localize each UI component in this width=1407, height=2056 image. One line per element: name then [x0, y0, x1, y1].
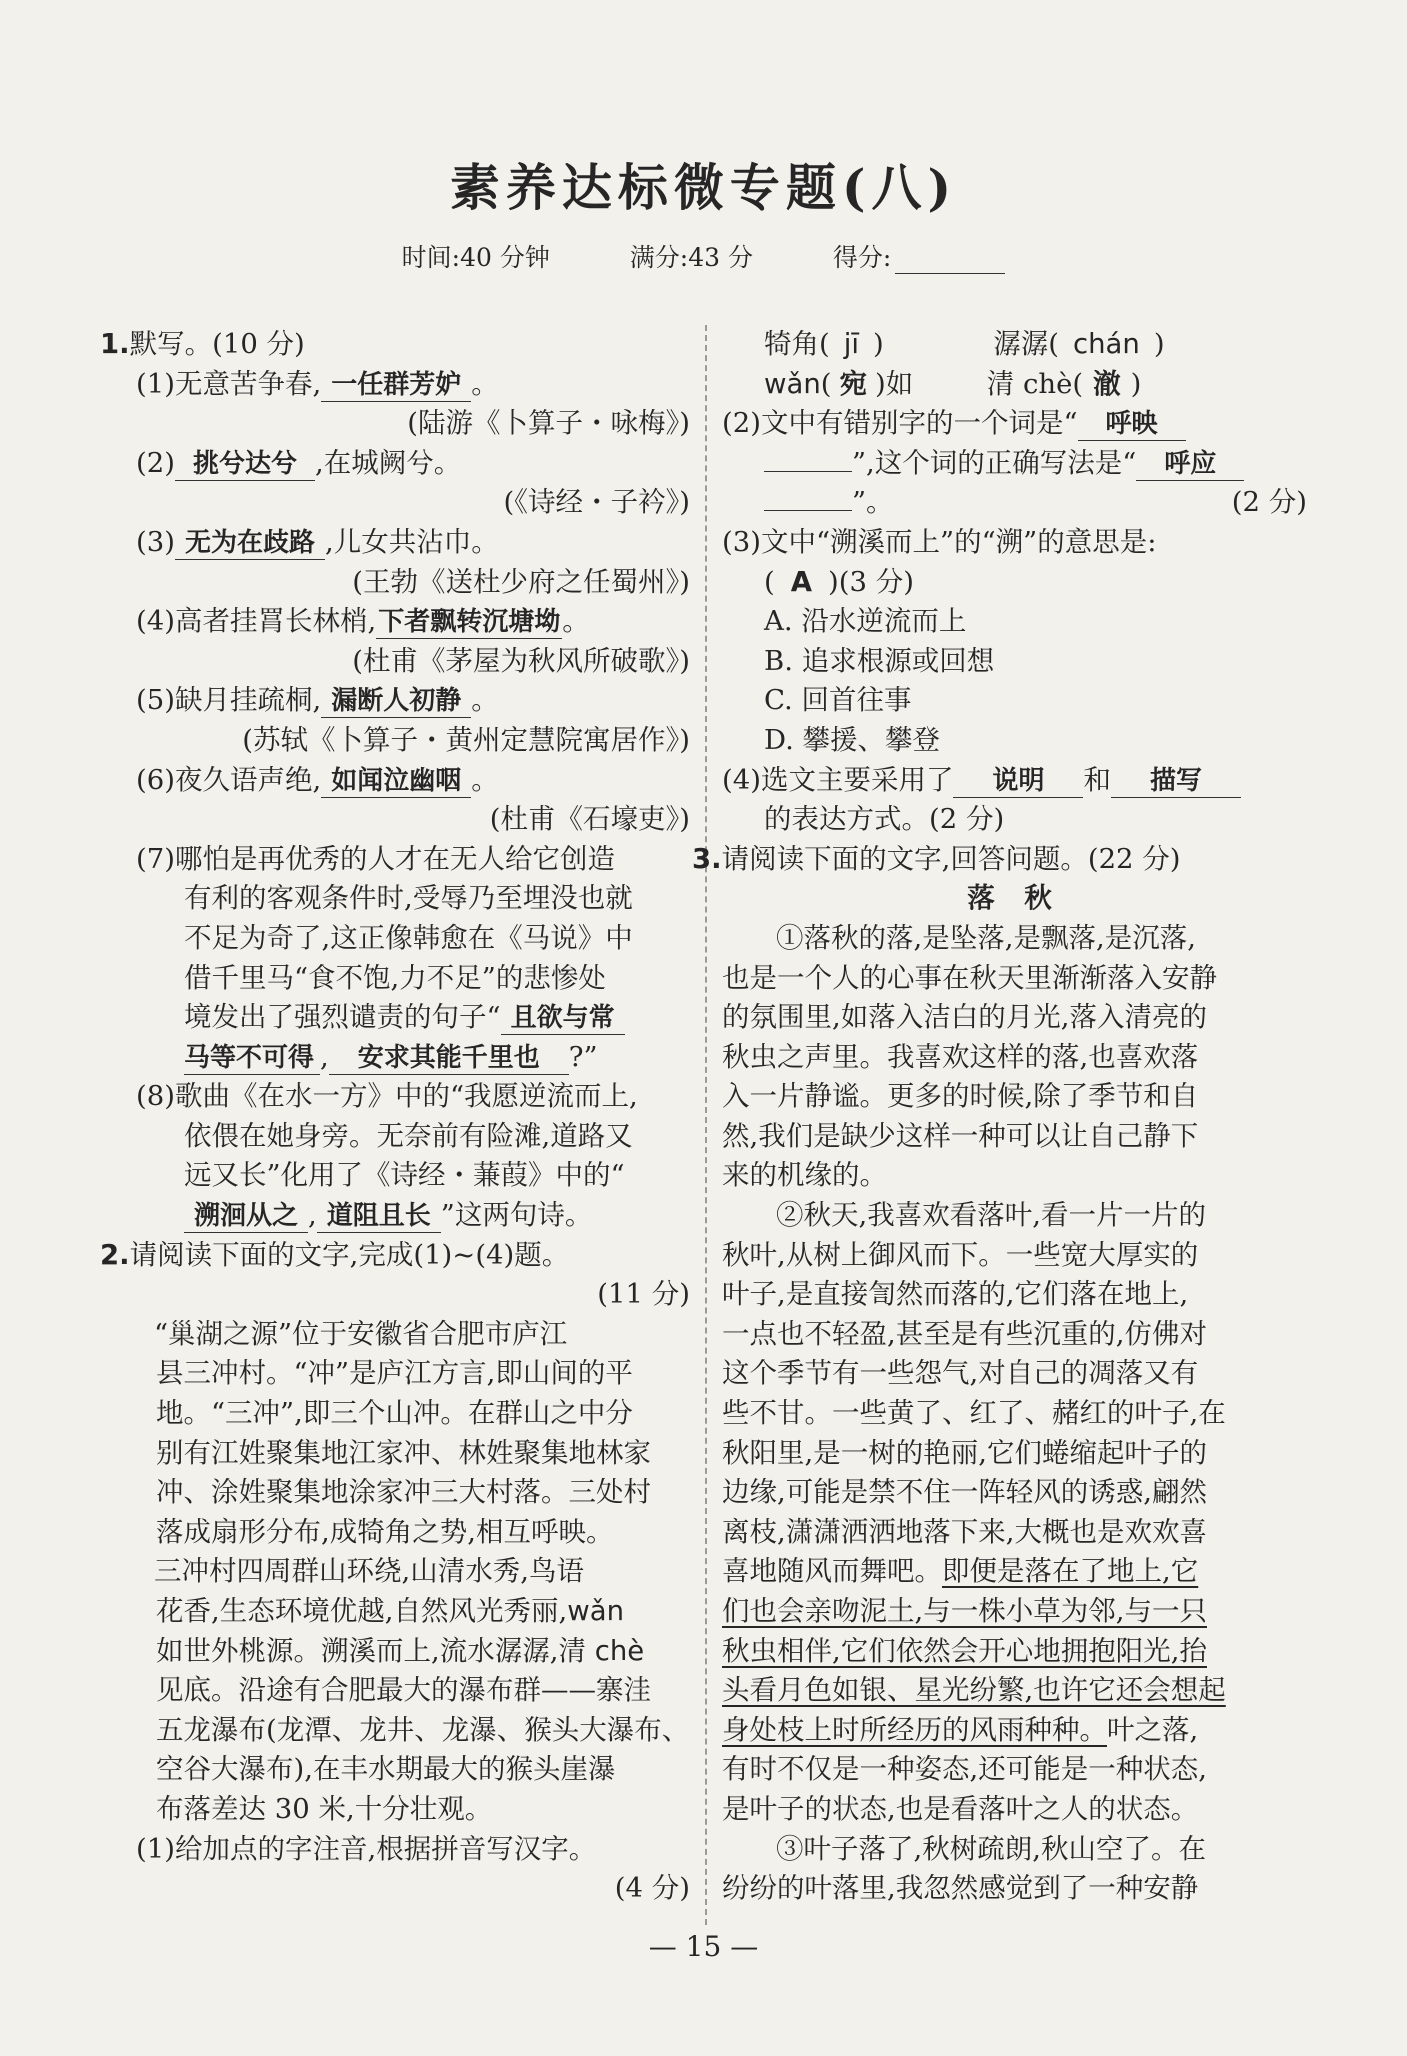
- s7-answer2: 安求其能千里也: [329, 1042, 569, 1075]
- q3-p2-line6: 些不甘。一些黄了、红了、赭红的叶子,在: [722, 1397, 1226, 1430]
- che-answer: 澈: [1093, 367, 1121, 400]
- q3-p2-line4: 一点也不轻盈,甚至是有些沉重的,仿佛对: [722, 1317, 1207, 1350]
- q2-p2-line3: [100, 1632, 690, 1672]
- score-field: [833, 243, 1005, 272]
- option-b: B. 追求根源或回想: [764, 644, 995, 677]
- q2-sub2-line1: [722, 404, 1307, 444]
- q3-p2-line13: 头看月色如银、星光纷繁,也许它还会想起: [722, 1674, 1226, 1707]
- q1-s7-line3: 不足为奇了,这正像韩愈在《马说》中: [184, 921, 633, 954]
- option-d: D. 攀援、攀登: [764, 723, 941, 756]
- sub3-open: (: [764, 565, 775, 598]
- chanchan-close: ): [1153, 328, 1165, 360]
- q3-p1-line7: 来的机缘的。: [722, 1159, 887, 1192]
- sub2-correct-word: 呼应: [1136, 448, 1244, 481]
- wan-answer: 宛: [839, 367, 868, 400]
- q1-s8-line2: 依偎在她身旁。无奈前有险滩,道路又: [184, 1119, 633, 1152]
- s6-answer: 如闻泣幽咽: [321, 765, 471, 798]
- p2-line3-text: 如世外桃源。溯溪而上,流水潺潺,清: [156, 1634, 595, 1667]
- q1-s2-source: (《诗经・子衿》): [503, 486, 690, 519]
- q3-p2-line10: [722, 1552, 1307, 1592]
- q3-p2-line5: 这个季节有一些怨气,对自己的凋落又有: [722, 1357, 1199, 1390]
- sub3-close: )(3 分): [828, 565, 914, 598]
- q1-s7-line6: [100, 1038, 690, 1078]
- q1-s3: [100, 523, 690, 563]
- q1-s7-line4: 借千里马“食不饱,力不足”的悲惨处: [184, 961, 606, 994]
- sub2-pre: (2)文中有错别字的一个词是“: [722, 407, 1078, 440]
- sub2-mid: ”,这个词的正确写法是“: [852, 446, 1137, 479]
- s5-pre: (5)缺月挂疏桐,: [136, 684, 322, 717]
- s1-post: 。: [471, 367, 499, 400]
- q3-p1-line3: 的氛围里,如落入洁白的月光,落入清亮的: [722, 1001, 1207, 1034]
- q3-p2-line12: 秋虫相伴,它们依然会开心地拥抱阳光,抬: [722, 1634, 1207, 1667]
- q3-heading: [692, 840, 1307, 880]
- q2-sub2-line2: [722, 444, 1307, 484]
- time-limit: 时间:40 分钟: [401, 243, 550, 272]
- s7-end: ?”: [568, 1040, 598, 1073]
- jijiao-item: [764, 328, 884, 360]
- q2-sub3-line2: [722, 563, 1307, 603]
- q2-p2-line6: 空谷大瀑布),在丰水期最大的猴头崖瀑: [156, 1753, 616, 1786]
- score-blank[interactable]: [895, 247, 1005, 274]
- chanchan-answer: chán: [1072, 328, 1140, 360]
- q2-sub2-line3: [722, 483, 1307, 523]
- s5-answer: 漏断人初静: [321, 685, 471, 718]
- q1-s7-line2: 有利的客观条件时,受辱乃至埋没也就: [184, 882, 633, 915]
- sub2-correct-word-tail: [764, 510, 852, 511]
- q3-p2-line7: 秋阳里,是一树的艳丽,它们蜷缩起叶子的: [722, 1436, 1207, 1469]
- q3-p1-line2: 也是一个人的心事在秋天里渐渐落入安静: [722, 961, 1217, 994]
- q1-s6: [100, 761, 690, 801]
- q2-p1-line4: 别有江姓聚集地江家冲、林姓聚集地林家: [156, 1436, 651, 1469]
- s6-post: 。: [471, 763, 499, 796]
- s2-pre: (2): [136, 446, 175, 479]
- q3-p1-line6: 然,我们是缺少这样一种可以让自己静下: [722, 1119, 1199, 1152]
- q1-s8-line3: 远又长”化用了《诗经・蒹葭》中的“: [184, 1159, 625, 1192]
- q3-number: 3.: [692, 842, 722, 875]
- wan-pinyin: wǎn: [764, 367, 821, 400]
- q2-p2-line2: [100, 1592, 690, 1632]
- q3-p3-line1: ③叶子落了,秋树疏朗,秋山空了。在: [776, 1832, 1206, 1865]
- p2-line10-text: 喜地随风而舞吧。: [722, 1555, 942, 1588]
- che-label: 清 chè(: [986, 367, 1084, 400]
- q1-s2: [100, 444, 690, 484]
- s4-answer: 下者飘转沉塘坳: [378, 607, 561, 638]
- q3-p2-line11: 们也会亲吻泥土,与一株小草为邻,与一只: [722, 1595, 1207, 1627]
- option-c: C. 回首往事: [764, 684, 912, 717]
- sub4-answer2: 描写: [1111, 765, 1241, 798]
- s6-pre: (6)夜久语声绝,: [136, 763, 322, 796]
- pinyin-che: chè: [594, 1634, 645, 1667]
- q2-p1-line3: 地。“三冲”,即三个山冲。在群山之中分: [156, 1397, 633, 1430]
- sub4-answer1: 说明: [953, 765, 1083, 798]
- q2-p1-line1: “巢湖之源”位于安徽省合肥市庐江: [154, 1317, 568, 1350]
- q2-p2-line7: 布落差达 30 米,十分壮观。: [156, 1792, 493, 1825]
- pinyin-wan: wǎn: [567, 1595, 625, 1627]
- q3-p2-line14: [722, 1711, 1307, 1751]
- jijiao-label: 犄角(: [764, 328, 830, 360]
- che-close: ): [1130, 367, 1142, 400]
- s7-answer1-part2: 马等不可得: [184, 1042, 320, 1075]
- page-number: — 15 —: [648, 1930, 759, 1963]
- option-a: A. 沿水逆流而上: [764, 605, 967, 638]
- q3-p2-line8: 边缘,可能是禁不住一阵轻风的诱惑,翩然: [722, 1476, 1207, 1509]
- s1-pre: (1)无意苦争春,: [136, 367, 322, 400]
- q2-sub1-score: (4 分): [614, 1872, 690, 1905]
- q2-sub1-row1: [722, 325, 1307, 365]
- s4-pre: (4)高者挂罥长林梢,: [136, 605, 377, 638]
- q1-s5-source: (苏轼《卜算子・黄州定慧院寓居作》): [242, 723, 690, 756]
- underlined-sentence-end: 身处枝上时所经历的风雨种种。: [722, 1713, 1107, 1746]
- s8-comma: ,: [308, 1199, 317, 1232]
- wan-item: [764, 368, 913, 400]
- q1-s4: [100, 602, 690, 642]
- q3-p3-line2: 纷纷的叶落里,我忽然感觉到了一种安静: [722, 1872, 1199, 1905]
- s8-answer1: 溯洄从之: [184, 1200, 308, 1233]
- q1-s5: [100, 681, 690, 721]
- q1-s1-source: (陆游《卜算子・咏梅》): [407, 407, 690, 440]
- q1-title: 默写。(10 分): [129, 328, 305, 360]
- s3-answer: 无为在歧路: [175, 527, 325, 560]
- q2-heading: [100, 1236, 690, 1276]
- chanchan-label: 潺潺(: [993, 328, 1059, 360]
- q2-sub4-line1: [722, 761, 1307, 801]
- q2-title: 请阅读下面的文字,完成(1)~(4)题。: [129, 1238, 570, 1271]
- sub2-score: (2 分): [1231, 486, 1307, 519]
- q2-sub1-row2: [722, 365, 1307, 405]
- s1-answer: 一任群芳妒: [321, 369, 471, 402]
- s2-answer: 挑兮达兮: [175, 448, 315, 481]
- jijiao-close: ): [873, 328, 884, 360]
- sub4-mid: 和: [1083, 763, 1111, 796]
- jijiao-answer: jī: [843, 328, 860, 360]
- passage-title: 落 秋: [967, 882, 1062, 915]
- che-item: [987, 368, 1142, 400]
- q2-score: (11 分): [597, 1278, 690, 1311]
- q2-p1-line5: 冲、涂姓聚集地涂家冲三大村落。三处村: [156, 1476, 651, 1509]
- s4-post: 。: [562, 605, 590, 638]
- q1-s8-line1: (8)歌曲《在水一方》中的“我愿逆流而上,: [136, 1080, 638, 1113]
- sub2-wrong-word-tail: [764, 471, 852, 472]
- wan-open: (: [820, 367, 832, 400]
- q3-p2-line15: 有时不仅是一种姿态,还可能是一种状态,: [722, 1753, 1207, 1786]
- q1-s6-source: (杜甫《石壕吏》): [489, 803, 690, 836]
- q3-p2-line16: 是叶子的状态,也是看落叶之人的状态。: [722, 1792, 1199, 1825]
- left-column: [100, 325, 690, 1909]
- s2-post: ,在城阙兮。: [314, 446, 462, 479]
- q3-p1-line4: 秋虫之声里。我喜欢这样的落,也喜欢落: [722, 1040, 1199, 1073]
- s8-answer2: 道阻且长: [317, 1200, 441, 1233]
- q3-p2-line9: 离枝,潇潇洒洒地落下来,大概也是欢欢喜: [722, 1515, 1207, 1548]
- q1-heading: [100, 325, 690, 365]
- q2-p1-line6: 落成扇形分布,成犄角之势,相互呼映。: [156, 1515, 614, 1548]
- q1-s1: [100, 365, 690, 405]
- full-score: 满分:43 分: [629, 243, 753, 272]
- s7-answer1-part1: 且欲与常: [501, 1002, 625, 1035]
- q3-p2-line3: 叶子,是直接訇然而落的,它们落在地上,: [722, 1278, 1189, 1311]
- q2-p1-line2: 县三冲村。“冲”是庐江方言,即山间的平: [156, 1357, 633, 1390]
- wan-close: )如: [875, 367, 914, 400]
- q2-p2-line5: 五龙瀑布(龙潭、龙井、龙瀑、猴头大瀑布、: [156, 1713, 690, 1746]
- q2-p2-line1: 三冲村四周群山环绕,山清水秀,鸟语: [154, 1555, 584, 1588]
- sub2-end: ”。: [852, 486, 894, 519]
- chanchan-item: [993, 328, 1164, 360]
- p2-line2-text: 花香,生态环境优越,自然风光秀丽,: [156, 1595, 568, 1627]
- column-divider: [705, 325, 707, 1925]
- s3-post: ,儿女共沾巾。: [324, 525, 499, 558]
- q2-number: 2.: [100, 1238, 130, 1271]
- q3-p2-line2: 秋叶,从树上御风而下。一些宽大厚实的: [722, 1238, 1199, 1271]
- sub2-wrong-word: 呼映: [1078, 408, 1186, 441]
- sub3-answer: A: [790, 565, 813, 598]
- s3-pre: (3): [136, 525, 175, 558]
- page-title: 素养达标微专题(八): [449, 158, 958, 217]
- q2-sub1: (1)给加点的字注音,根据拼音写汉字。: [136, 1832, 597, 1865]
- q2-sub3-line1: (3)文中“溯溪而上”的“溯”的意思是:: [722, 525, 1157, 558]
- score-label: 得分:: [832, 243, 892, 272]
- q3-title: 请阅读下面的文字,回答问题。(22 分): [721, 842, 1181, 875]
- p2-line14-text: 叶之落,: [1107, 1713, 1199, 1746]
- q1-s7-line5: [100, 998, 690, 1038]
- q1-number: 1.: [100, 328, 130, 360]
- q1-s3-source: (王勃《送杜少府之任蜀州》): [352, 565, 690, 598]
- right-column: [692, 325, 1307, 1909]
- q2-p2-line4: 见底。沿途有合肥最大的瀑布群——寨洼: [156, 1674, 651, 1707]
- s7-line5-pre: 境发出了强烈谴责的句子“: [184, 1001, 501, 1034]
- q2-sub4-line2: 的表达方式。(2 分): [764, 803, 1005, 836]
- q3-p1-line1: ①落秋的落,是坠落,是飘落,是沉落,: [776, 921, 1196, 954]
- q1-s4-source: (杜甫《茅屋为秋风所破歌》): [352, 644, 690, 677]
- s5-post: 。: [471, 684, 499, 717]
- s7-comma: ,: [320, 1040, 329, 1073]
- s8-end: ”这两句诗。: [440, 1199, 593, 1232]
- q1-s7-line1: (7)哪怕是再优秀的人才在无人给它创造: [136, 842, 615, 875]
- q3-p1-line5: 入一片静谧。更多的时候,除了季节和自: [722, 1080, 1199, 1113]
- exam-meta: [0, 238, 1407, 274]
- sub4-pre: (4)选文主要采用了: [722, 763, 954, 796]
- underlined-sentence-start: 即便是落在了地上,它: [942, 1555, 1199, 1588]
- q1-s8-line4: [100, 1196, 690, 1236]
- q3-p2-line1: ②秋天,我喜欢看落叶,看一片一片的: [776, 1199, 1206, 1232]
